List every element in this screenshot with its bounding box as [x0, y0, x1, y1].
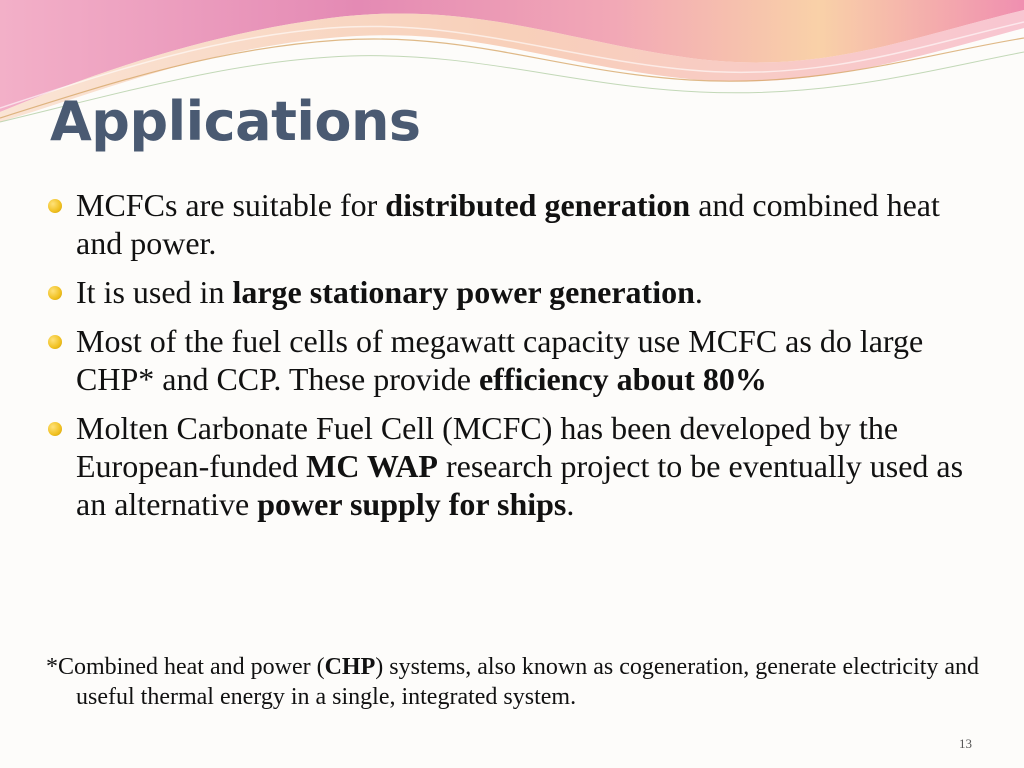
bullet-item: [46, 322, 986, 398]
footnote: *Combined heat and power (CHP) systems, also known as cogeneration, generate electricity and useful thermal energy in a single, integrated system.: [46, 654, 980, 710]
bullet-dot-icon: [48, 422, 62, 436]
bullet-text: Molten Carbonate Fuel Cell (MCFC) has been developed by the European-funded MC WAP research project to be eventually used as an alternative power supply for ships.: [76, 410, 964, 522]
bullet-text: It is used in large stationary power generation.: [76, 274, 703, 310]
bullet-item: [46, 409, 986, 523]
bullet-list: [46, 186, 986, 534]
bullet-dot-icon: [48, 199, 62, 213]
bullet-item: [46, 186, 986, 262]
page-number: 13: [959, 736, 972, 751]
bullet-dot-icon: [48, 286, 62, 300]
bullet-dot-icon: [48, 335, 62, 349]
bullet-text: Most of the fuel cells of megawatt capacity use MCFC as do large CHP* and CCP. These provide efficiency about 80%: [76, 323, 924, 397]
slide-title: Applications: [50, 90, 421, 153]
bullet-text: MCFCs are suitable for distributed generation and combined heat and power.: [76, 187, 940, 261]
bullet-item: [46, 273, 986, 311]
